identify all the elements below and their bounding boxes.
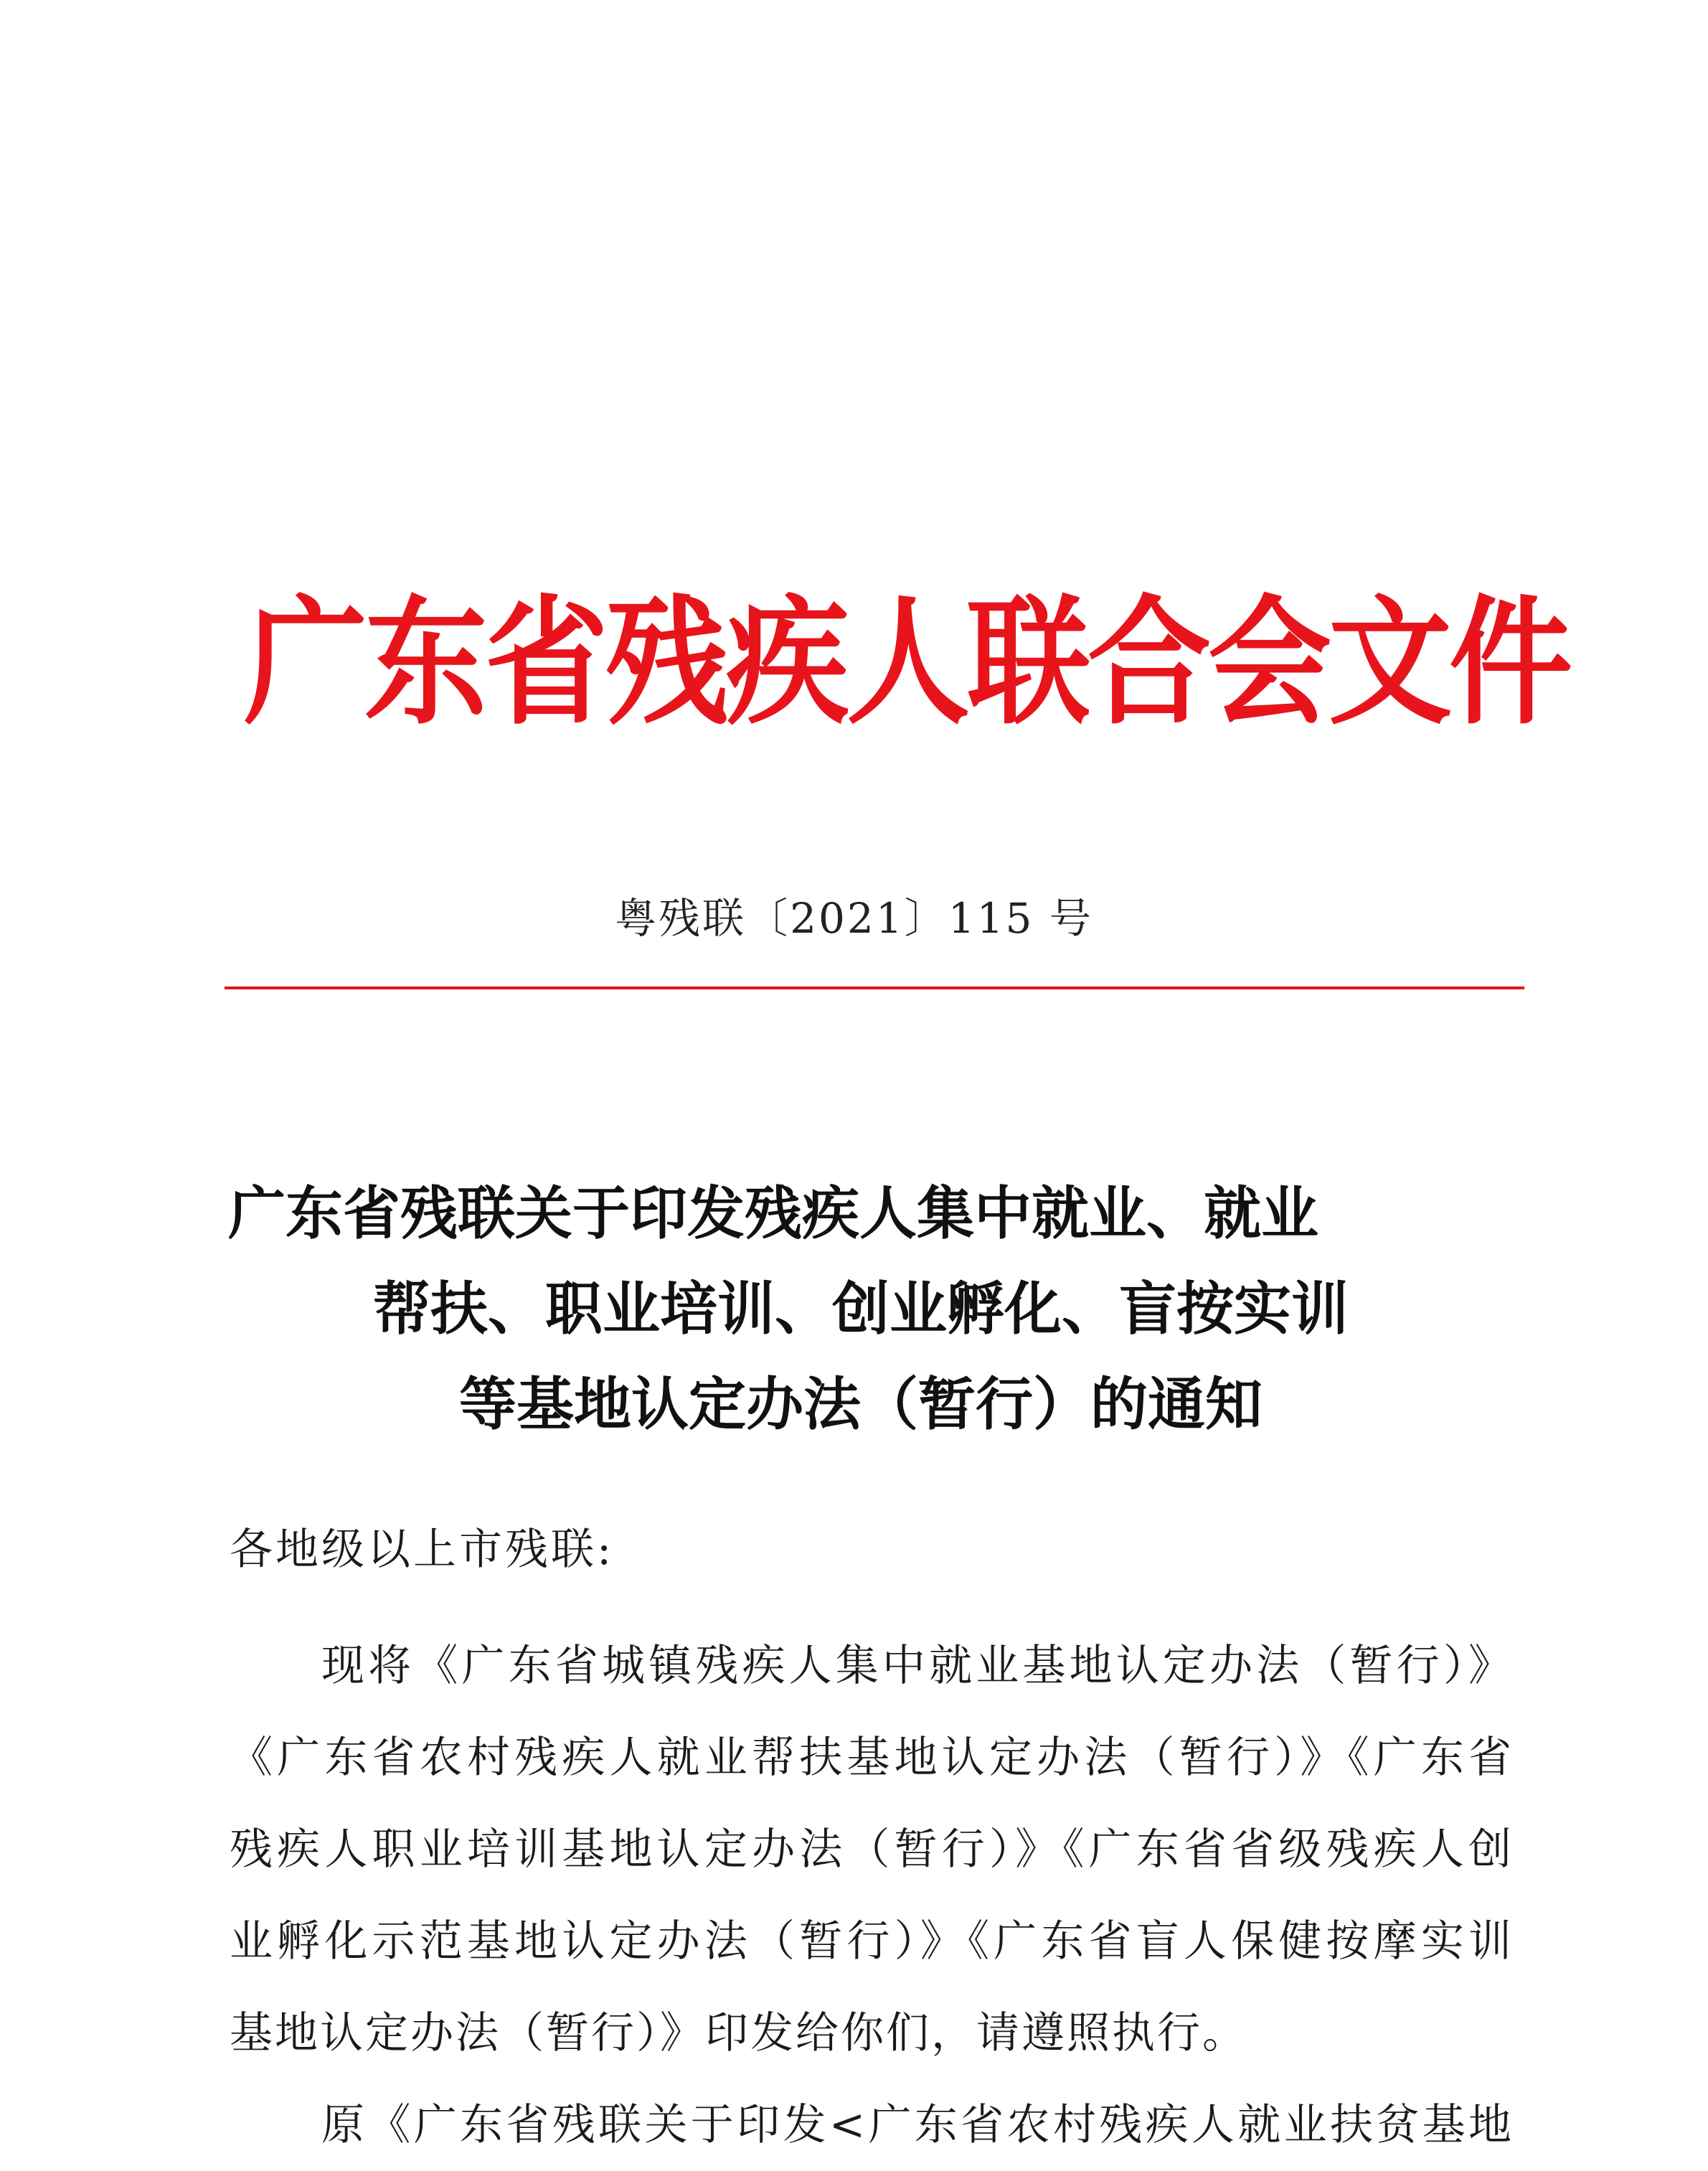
- paragraph-1-line: 现将《广东省城镇残疾人集中就业基地认定办法（暂行）》: [321, 1641, 1514, 1691]
- paragraph-1-line: 基地认定办法（暂行）》印发给你们，请遵照执行。: [230, 2008, 1247, 2058]
- masthead-title: 广东省残疾人联合会文件: [244, 580, 1570, 744]
- salutation: 各地级以上市残联:: [230, 1525, 615, 1575]
- red-divider-line: [225, 986, 1524, 989]
- notice-title-line-3: 等基地认定办法（暂行）的通知: [459, 1370, 1263, 1438]
- paragraph-1-line: 《广东省农村残疾人就业帮扶基地认定办法（暂行）》《广东省: [230, 1733, 1514, 1783]
- body-text: [230, 1620, 1514, 2171]
- paragraph-2-line: 原《广东省残联关于印发<广东省农村残疾人就业扶贫基地: [321, 2100, 1514, 2150]
- paragraph-1-line: 业孵化示范基地认定办法（暂行）》《广东省盲人保健按摩实训: [230, 1916, 1514, 1967]
- paragraph-1-line: 残疾人职业培训基地认定办法（暂行）》《广东省省级残疾人创: [230, 1824, 1514, 1875]
- notice-title-line-1: 广东省残联关于印发残疾人集中就业、就业: [228, 1179, 1318, 1247]
- document-number: 粤残联〔2021〕115 号: [615, 894, 1093, 943]
- notice-title: [215, 1166, 1506, 1452]
- notice-title-line-2: 帮扶、职业培训、创业孵化、盲按实训: [373, 1275, 1349, 1342]
